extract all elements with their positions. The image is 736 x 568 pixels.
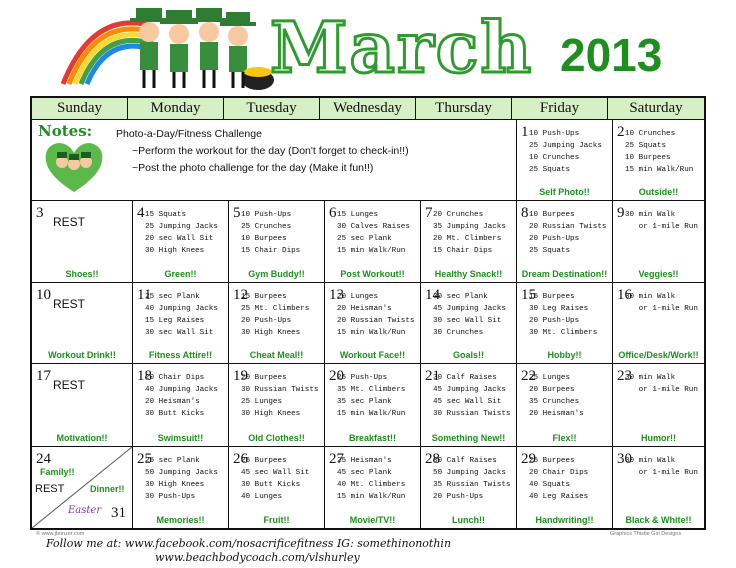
photo-challenge: Cheat Meal!! — [249, 350, 304, 360]
day-cell-18[interactable] — [133, 364, 229, 447]
day-number: 22 — [521, 368, 536, 384]
day-number: 17 — [36, 368, 51, 384]
workout-list: 25 Lunges 20 Burpees 35 Crunches 20 Heisman's — [529, 374, 584, 418]
day-cell-17[interactable] — [32, 364, 133, 447]
weekday-tuesday: Tuesday — [224, 98, 320, 119]
photo-challenge: Workout Drink!! — [48, 350, 116, 360]
day-number: 5 — [233, 205, 241, 221]
workout-list: 25 Burpees 20 Chair Dips 40 Squats 40 Leg Raises — [529, 457, 589, 501]
photo-challenge: Movie/TV!! — [349, 515, 396, 525]
photo-challenge: Veggies!! — [638, 269, 679, 279]
calendar-header — [0, 0, 736, 96]
workout-list: 20 Chair Dips 40 Jumping Jacks 20 Heisman's 30 Butt Kicks — [145, 374, 218, 418]
day-cell-15[interactable] — [517, 283, 613, 364]
workout-list: 30 Calf Raises 50 Jumping Jacks 35 Russian Twists 20 Push-Ups — [433, 457, 511, 501]
workout-list: 15 Squats 25 Jumping Jacks 20 sec Wall Sit 30 High Knees — [145, 211, 218, 255]
easter-label: Easter — [68, 505, 102, 516]
day-number: 10 — [36, 287, 51, 303]
day-number: 23 — [617, 368, 632, 384]
notes-line-3: ~Post the photo challenge for the day (Make it fun!!) — [132, 162, 374, 174]
graphics-credit: Graphics Thistle Girl Designs — [610, 531, 682, 537]
day-number: 24 — [36, 451, 51, 467]
copyright-text: © www.jbonzer.com — [36, 531, 85, 537]
weekday-friday: Friday — [512, 98, 608, 119]
workout-list: 30 min Walk or 1-mile Run — [625, 211, 698, 231]
photo-challenge: Office/Desk/Work!! — [618, 350, 699, 360]
day-cell-27[interactable] — [325, 447, 421, 528]
day-number: 29 — [521, 451, 536, 467]
workout-list: 30 min Walk or 1-mile Run — [625, 457, 698, 477]
photo-challenge: Fruit!! — [263, 515, 290, 525]
day-cell-1[interactable] — [517, 120, 613, 201]
photo-challenge: Flex!! — [552, 433, 577, 443]
workout-list: 25 Push-Ups 35 Mt. Climbers 35 sec Plank 15 min Walk/Run — [337, 374, 406, 418]
day-number: 4 — [137, 205, 145, 221]
notes-line-2: ~Perform the workout for the day (Don't forget to check-in!!) — [132, 145, 409, 157]
workout-list: 15 Burpees 30 Leg Raises 20 Push-Ups 30 Mt. Climbers — [529, 293, 598, 337]
day-number: 12 — [233, 287, 248, 303]
photo-challenge: Workout Face!! — [339, 350, 406, 360]
day-cell-29[interactable] — [517, 447, 613, 528]
day-cell-28[interactable] — [421, 447, 517, 528]
day-number: 21 — [425, 368, 440, 384]
workout-list: 10 Burpees 20 Russian Twists 20 Push-Ups 25 Squats — [529, 211, 607, 255]
photo-challenge: Black & White!! — [625, 515, 692, 525]
day-number: 18 — [137, 368, 152, 384]
coach-link[interactable]: www.beachbodycoach.com/vlshurley — [155, 551, 360, 564]
weekday-monday: Monday — [128, 98, 224, 119]
weekday-sunday: Sunday — [32, 98, 128, 119]
day-cell-8[interactable] — [517, 201, 613, 283]
day-cell-3[interactable] — [32, 201, 133, 283]
workout-list: 15 Burpees 25 Mt. Climbers 20 Push-Ups 30 High Knees — [241, 293, 310, 337]
weekday-header-row — [32, 98, 704, 120]
day-number: 25 — [137, 451, 152, 467]
day-cell-19[interactable] — [229, 364, 325, 447]
day-number: 27 — [329, 451, 344, 467]
workout-list: 20 Burpees 30 Russian Twists 25 Lunges 30 High Knees — [241, 374, 319, 418]
day-number: 6 — [329, 205, 337, 221]
day-number: 30 — [617, 451, 632, 467]
day-cell-2[interactable] — [613, 120, 704, 201]
day-number: 28 — [425, 451, 440, 467]
photo-challenge: Swimsuit!! — [157, 433, 204, 443]
day-cell-23[interactable] — [613, 364, 704, 447]
day-cell-14[interactable] — [421, 283, 517, 364]
shamrock-heart-clipart — [42, 138, 106, 194]
day-cell-12[interactable] — [229, 283, 325, 364]
day-cell-10[interactable] — [32, 283, 133, 364]
day-number: 7 — [425, 205, 433, 221]
photo-challenge: Old Clothes!! — [248, 433, 305, 443]
calendar-grid — [30, 96, 706, 530]
workout-list: 30 min Walk or 1-mile Run — [625, 374, 698, 394]
day-number: 11 — [137, 287, 152, 303]
day-cell-24-31[interactable] — [32, 447, 133, 528]
day-number: 16 — [617, 287, 632, 303]
day-number: 20 — [329, 368, 344, 384]
photo-challenge: Lunch!! — [452, 515, 485, 525]
day-cell-26[interactable] — [229, 447, 325, 528]
photo-challenge-31: Dinner!! — [90, 484, 125, 494]
day-number: 14 — [425, 287, 440, 303]
photo-challenge: Hobby!! — [547, 350, 582, 360]
photo-challenge: Self Photo!! — [539, 187, 590, 197]
photo-challenge: Fitness Attire!! — [148, 350, 213, 360]
day-number: 2 — [617, 124, 625, 140]
photo-challenge-24: Family!! — [40, 467, 75, 477]
day-cell-16[interactable] — [613, 283, 704, 364]
notes-title: Notes: — [38, 122, 93, 140]
workout-list: 30 Calf Raises 45 Jumping Jacks 45 sec Wall Sit 30 Russian Twists — [433, 374, 511, 418]
weekday-wednesday: Wednesday — [320, 98, 416, 119]
leprechaun-clipart — [58, 4, 278, 94]
day-number: 26 — [233, 451, 248, 467]
workout-list: 20 Crunches 35 Jumping Jacks 20 Mt. Climbers 15 Chair Dips — [433, 211, 506, 255]
weekday-saturday: Saturday — [608, 98, 704, 119]
photo-challenge: Humor!! — [641, 433, 676, 443]
day-cell-25[interactable] — [133, 447, 229, 528]
workout-list: 30 min Walk or 1-mile Run — [625, 293, 698, 313]
rest-label: REST — [53, 297, 86, 311]
workout-list: 10 Push-Ups 25 Crunches 10 Burpees 15 Chair Dips — [241, 211, 301, 255]
photo-challenge: Gym Buddy!! — [248, 269, 305, 279]
photo-challenge: Post Workout!! — [340, 269, 405, 279]
day-number: 9 — [617, 205, 625, 221]
photo-challenge: Something New!! — [431, 433, 506, 443]
workout-list: 10 Push-Ups 25 Jumping Jacks 10 Crunches 25 Squats — [529, 130, 602, 174]
year-title: 2013 — [560, 29, 663, 81]
month-title: March — [270, 6, 534, 89]
rest-label: REST — [35, 483, 65, 495]
day-number: 8 — [521, 205, 529, 221]
photo-challenge: Breakfast!! — [348, 433, 397, 443]
photo-challenge: Handwriting!! — [535, 515, 594, 525]
notes-line-1: Photo-a-Day/Fitness Challenge — [116, 128, 262, 140]
day-cell-30[interactable] — [613, 447, 704, 528]
rest-label: REST — [53, 215, 86, 229]
workout-list: 20 Lunges 20 Heisman's 20 Russian Twists 15 min Walk/Run — [337, 293, 415, 337]
day-number: 19 — [233, 368, 248, 384]
photo-challenge: Healthy Snack!! — [434, 269, 503, 279]
day-cell-22[interactable] — [517, 364, 613, 447]
workout-list: 25 sec Plank 40 Jumping Jacks 15 Leg Raises 30 sec Wall Sit — [145, 293, 218, 337]
photo-challenge: Green!! — [164, 269, 197, 279]
workout-list: 25 Burpees 45 sec Wall Sit 30 Butt Kicks 40 Lunges — [241, 457, 310, 501]
workout-list: 25 sec Plank 50 Jumping Jacks 30 High Knees 30 Push-Ups — [145, 457, 218, 501]
day-number-31: 31 — [111, 505, 126, 521]
day-cell-9[interactable] — [613, 201, 704, 283]
day-number: 1 — [521, 124, 529, 140]
workout-list: 15 Lunges 30 Calves Raises 25 sec Plank 15 min Walk/Run — [337, 211, 410, 255]
photo-challenge: Dream Destination!! — [521, 269, 608, 279]
workout-list: 25 Heisman's 45 sec Plank 40 Mt. Climbers 15 min Walk/Run — [337, 457, 406, 501]
day-number: 3 — [36, 205, 44, 221]
day-cell-5[interactable] — [229, 201, 325, 283]
footer — [0, 530, 736, 568]
day-cell-20[interactable] — [325, 364, 421, 447]
day-cell-11[interactable] — [133, 283, 229, 364]
day-cell-21[interactable] — [421, 364, 517, 447]
day-cell-6[interactable] — [325, 201, 421, 283]
photo-challenge: Shoes!! — [65, 269, 99, 279]
social-follow-text: Follow me at: www.facebook.com/nosacrificefitness IG: somethinonothin — [46, 537, 452, 550]
day-number: 15 — [521, 287, 536, 303]
workout-list: 10 Crunches 25 Squats 10 Burpees 15 min Walk/Run — [625, 130, 694, 174]
rest-label: REST — [53, 378, 86, 392]
notes-box — [32, 120, 517, 201]
workout-list: 30 sec Plank 45 Jumping Jacks 30 sec Wall Sit 30 Crunches — [433, 293, 506, 337]
photo-challenge: Goals!! — [452, 350, 484, 360]
day-cell-13[interactable] — [325, 283, 421, 364]
day-cell-7[interactable] — [421, 201, 517, 283]
weekday-thursday: Thursday — [416, 98, 512, 119]
day-number: 13 — [329, 287, 344, 303]
photo-challenge: Motivation!! — [56, 433, 108, 443]
day-cell-4[interactable] — [133, 201, 229, 283]
photo-challenge: Outside!! — [638, 187, 679, 197]
photo-challenge: Memories!! — [156, 515, 205, 525]
